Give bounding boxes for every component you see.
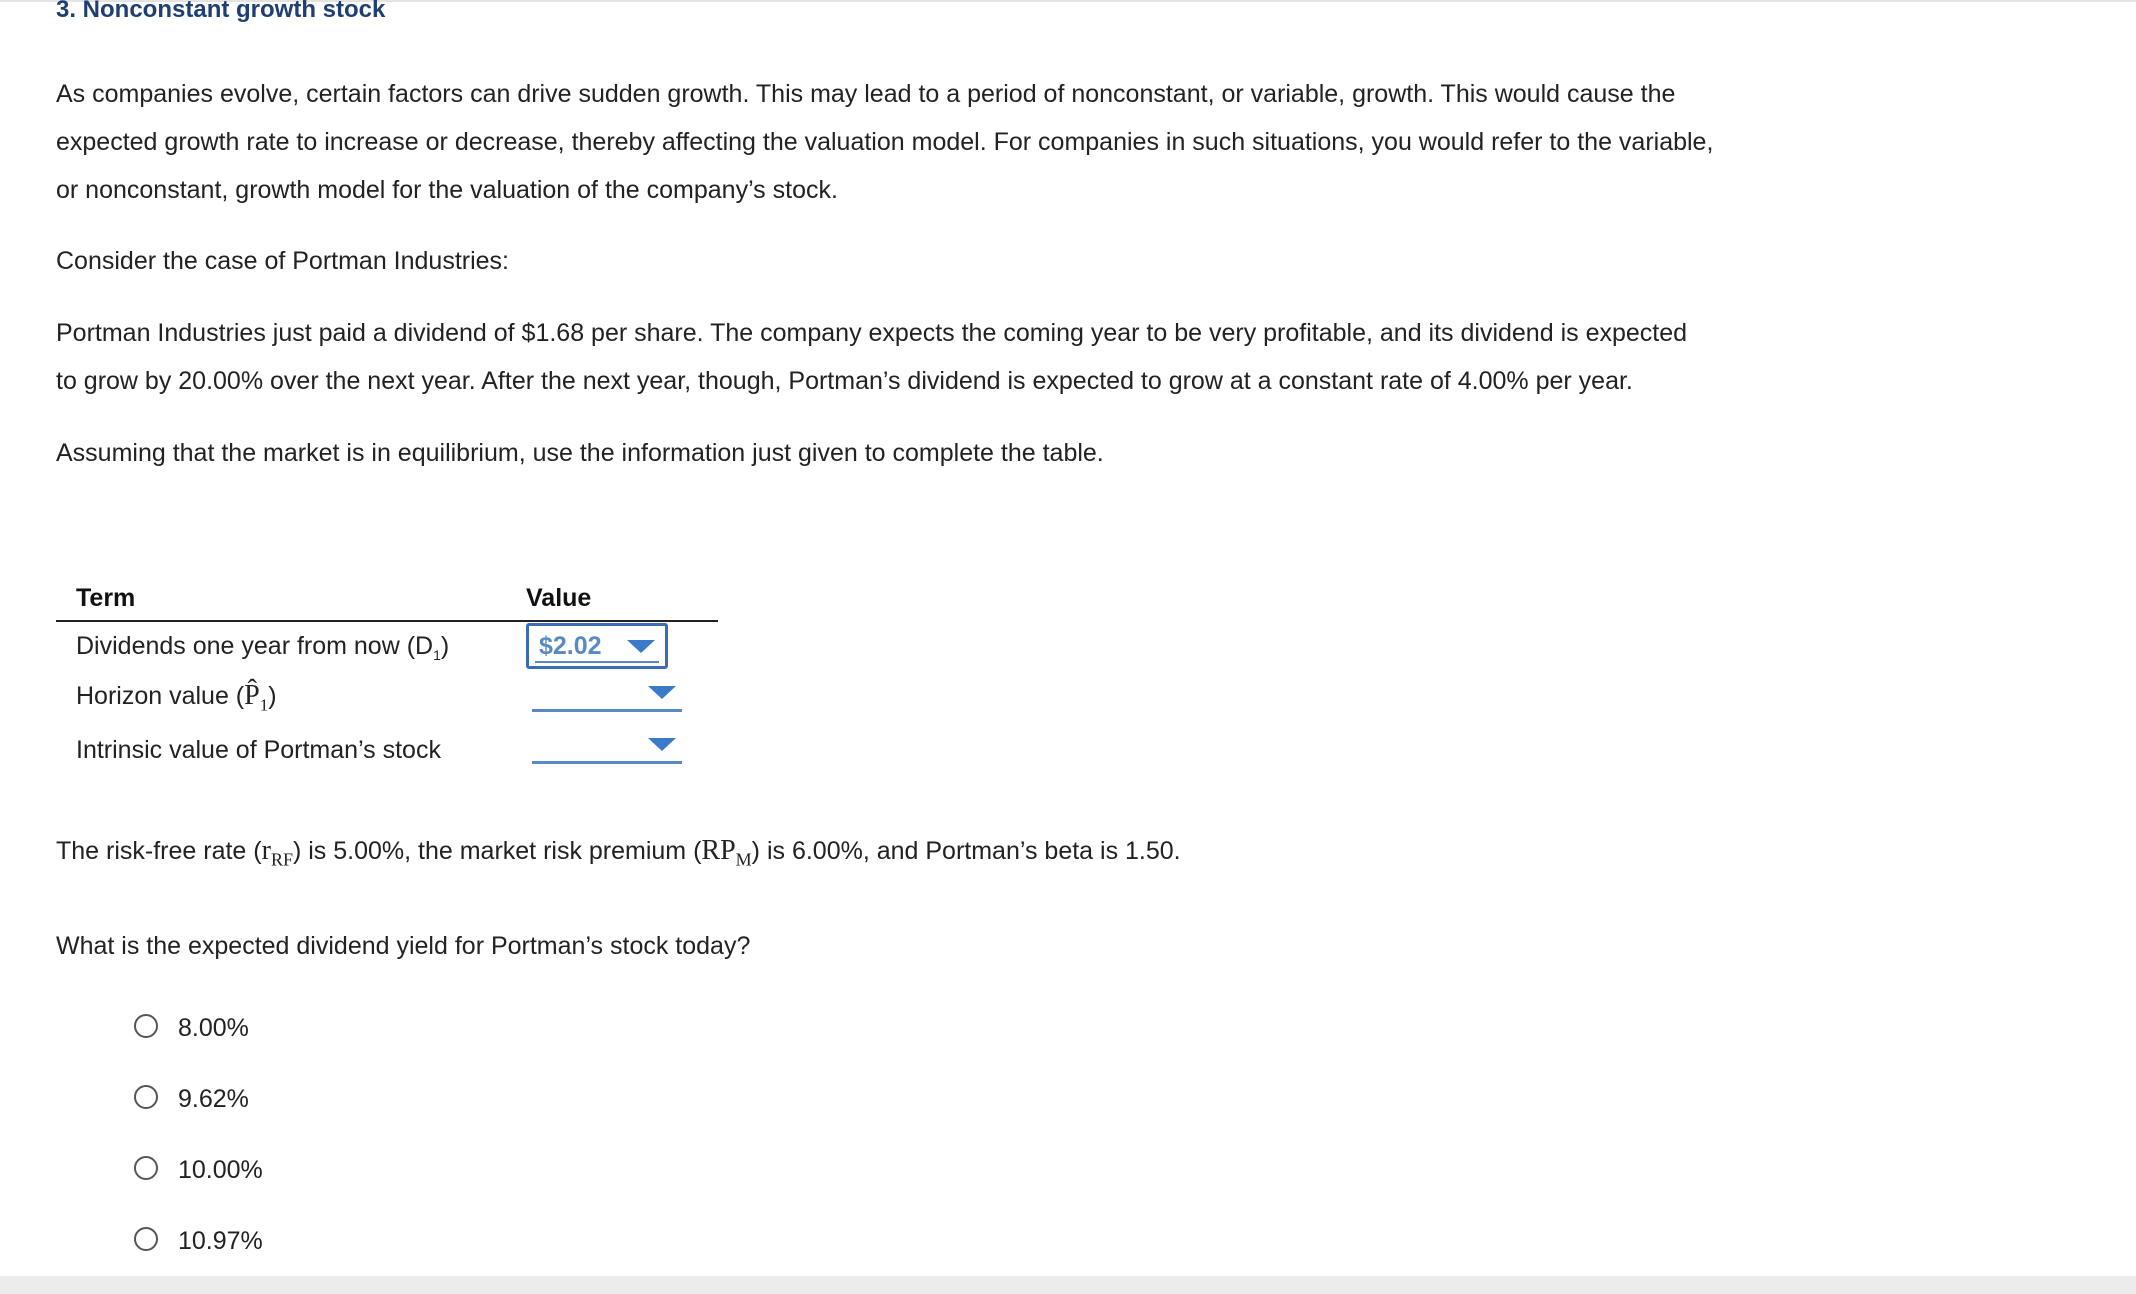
- question-text: What is the expected dividend yield for Portman’s stock today?: [56, 932, 751, 960]
- risk-free-symbol: [261, 835, 293, 870]
- risk-free-r: r: [261, 835, 271, 866]
- risk-paragraph: [56, 827, 1956, 884]
- option-8-00[interactable]: [134, 1010, 394, 1050]
- row-label-horizon-text: Horizon value (: [76, 682, 245, 710]
- caret-down-icon: [648, 738, 676, 751]
- risk-free-sub: RF: [270, 849, 293, 870]
- risk-part-1: The risk-free rate (: [56, 837, 262, 865]
- dividends-dropdown[interactable]: [526, 623, 668, 669]
- bottom-scroll-edge: [0, 1276, 2136, 1294]
- case-line-2: to grow by 20.00% over the next year. After the next year, though, Portman’s dividend is expected to grow at a constant rate of 4.00% per year.: [56, 367, 1633, 395]
- dividends-dropdown-value: $2.02: [539, 632, 602, 660]
- case-line-1: Portman Industries just paid a dividend of $1.68 per share. The company expects the coming year to be very profitable, and its dividend is expected: [56, 319, 1688, 347]
- market-premium-rp: RP: [701, 835, 736, 866]
- section-title: 3. Nonconstant growth stock: [56, 0, 386, 23]
- radio-circle-icon[interactable]: [134, 1085, 158, 1109]
- option-10-00[interactable]: [134, 1152, 394, 1192]
- case-intro-text: Consider the case of Portman Industries:: [56, 247, 510, 275]
- market-premium-symbol: [701, 835, 752, 870]
- row-label-dividends-sub: 1: [433, 647, 441, 663]
- intro-line-3: or nonconstant, growth model for the valuation of the company’s stock.: [56, 176, 838, 204]
- row-label-horizon-close: ): [268, 682, 277, 710]
- table-header-term: Term: [76, 584, 136, 612]
- row-label-horizon: [76, 680, 277, 716]
- radio-circle-icon[interactable]: [134, 1227, 158, 1251]
- row-label-intrinsic: Intrinsic value of Portman’s stock: [76, 736, 441, 764]
- option-9-62[interactable]: [134, 1081, 394, 1121]
- radio-circle-icon[interactable]: [134, 1014, 158, 1038]
- intro-line-2: expected growth rate to increase or decrease, thereby affecting the valuation model. For companies in such situations, you would refer to the variable,: [56, 128, 1714, 156]
- table-header-value: Value: [526, 584, 592, 612]
- case-paragraph: [56, 309, 1956, 405]
- risk-part-2: ) is 5.00%, the market risk premium (: [292, 837, 702, 865]
- market-premium-sub: M: [735, 849, 752, 870]
- case-intro: [56, 237, 1956, 285]
- caret-down-icon: [627, 640, 655, 653]
- question-paragraph: [56, 922, 1956, 970]
- row-label-dividends-text: Dividends one year from now (D: [76, 632, 434, 660]
- option-label: 8.00%: [178, 1014, 249, 1042]
- option-label: 10.97%: [178, 1227, 263, 1255]
- option-10-97[interactable]: [134, 1223, 394, 1263]
- horizon-symbol: [244, 680, 269, 715]
- row-label-dividends-close: ): [440, 632, 450, 660]
- caret-down-icon: [648, 686, 676, 699]
- dividends-dropdown-underline: [535, 661, 659, 663]
- risk-text: [56, 827, 1956, 884]
- horizon-dropdown-underline: [532, 709, 682, 712]
- risk-part-3: ) is 6.00%, and Portman’s beta is 1.50.: [751, 837, 1181, 865]
- instruction-text: Assuming that the market is in equilibrium, use the information just given to complete the table.: [56, 439, 1104, 467]
- option-label: 10.00%: [178, 1156, 263, 1184]
- intrinsic-dropdown-underline: [532, 761, 682, 764]
- option-label: 9.62%: [178, 1085, 249, 1113]
- intro-line-1: As companies evolve, certain factors can drive sudden growth. This may lead to a period of nonconstant, or variable, growth. This would cause the: [56, 80, 1676, 108]
- horizon-value-dropdown[interactable]: [532, 678, 682, 712]
- radio-circle-icon[interactable]: [134, 1156, 158, 1180]
- instruction-paragraph: [56, 429, 1956, 477]
- intrinsic-value-dropdown[interactable]: [532, 730, 682, 764]
- intro-paragraph: [56, 70, 1956, 214]
- horizon-symbol-p: P̂: [244, 680, 260, 711]
- row-label-dividends: [76, 632, 449, 663]
- table-header-rule: [56, 620, 718, 622]
- horizon-symbol-sub: 1: [259, 695, 269, 715]
